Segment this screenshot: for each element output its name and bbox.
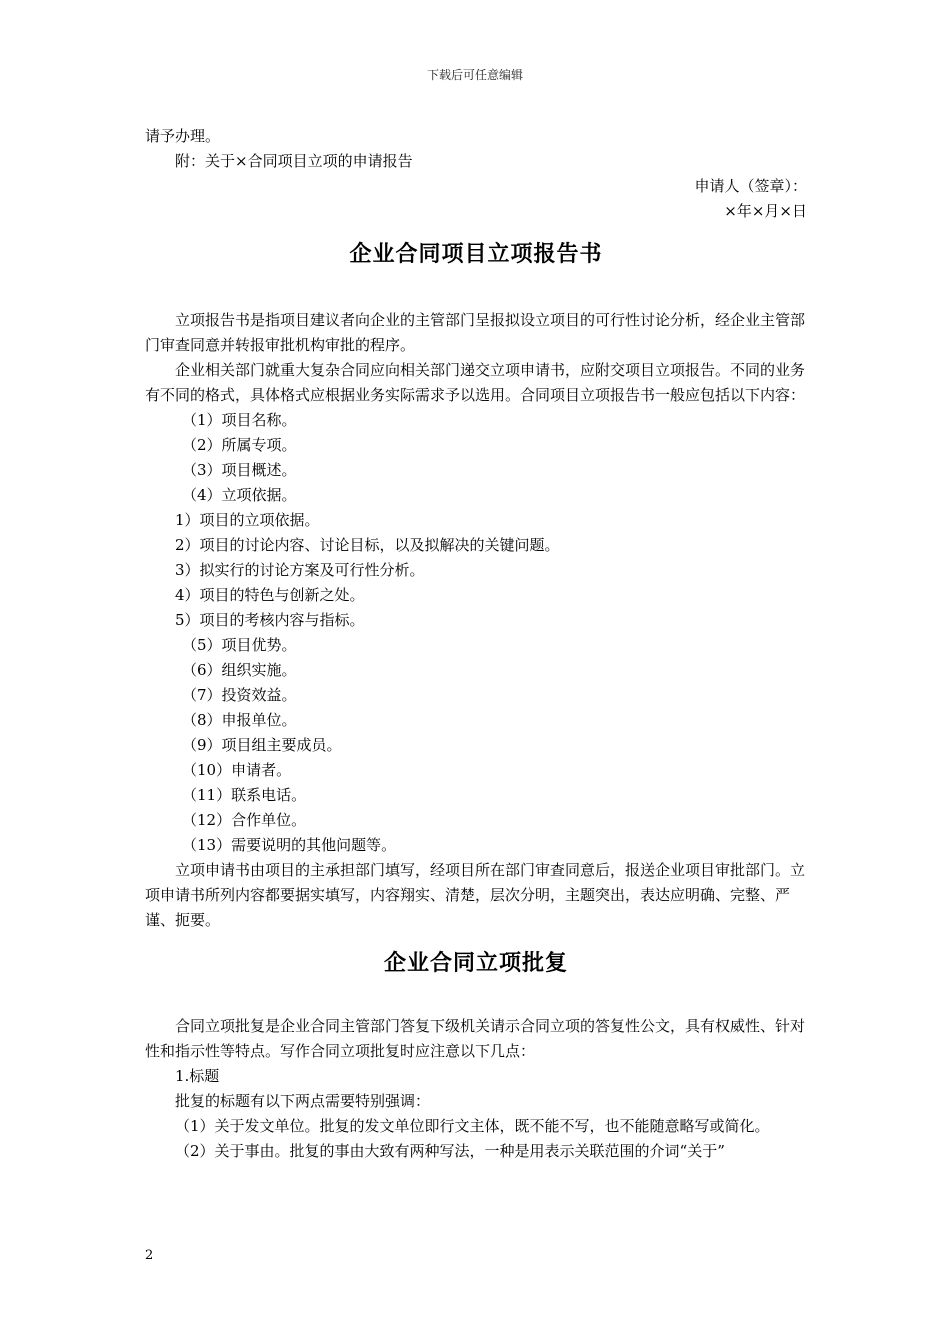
list-item: （1）项目名称。 — [182, 411, 297, 429]
page-number: 2 — [145, 1248, 154, 1263]
list-item: （6）组织实施。 — [182, 661, 297, 679]
list-item: （11）联系电话。 — [182, 786, 307, 804]
sub-list-item: 1）项目的立项依据。 — [175, 511, 320, 529]
date-line: ×年×月×日 — [724, 202, 807, 220]
sub-list-item: 2）项目的讨论内容、讨论目标，以及拟解决的关键问题。 — [175, 536, 560, 554]
sub-list-item: 5）项目的考核内容与指标。 — [175, 611, 365, 629]
closing-line: 请予办理。 — [145, 127, 221, 145]
document-body — [145, 124, 807, 1164]
list-item: （9）项目组主要成员。 — [182, 736, 342, 754]
section-title-approval: 企业合同立项批复 — [383, 950, 568, 976]
list-item: （7）投资效益。 — [182, 686, 297, 704]
paragraph: 批复的标题有以下两点需要特别强调： — [175, 1092, 431, 1110]
list-item: （4）立项依据。 — [182, 486, 297, 504]
list-item: （2）所属专项。 — [182, 436, 297, 454]
paragraph: （1）关于发文单位。批复的发文单位即行文主体，既不能不写，也不能随意略写或简化。 — [175, 1117, 770, 1135]
list-item: （10）申请者。 — [182, 761, 292, 779]
applicant-signature: 申请人（签章）： — [694, 177, 807, 195]
list-item: （12）合作单位。 — [182, 811, 307, 829]
list-item: （5）项目优势。 — [182, 636, 297, 654]
list-item: （8）申报单位。 — [182, 711, 297, 729]
sub-list-item: 3）拟实行的讨论方案及可行性分析。 — [175, 561, 425, 579]
paragraph: （2）关于事由。批复的事由大致有两种写法，一种是用表示关联范围的介词“关于” — [175, 1142, 725, 1160]
paragraph: 合同立项批复是企业合同主管部门答复下级机关请示合同立项的答复性公文，具有权威性、针对性和指示性等特点。写作合同立项批复时应注意以下几点： — [145, 1017, 806, 1060]
paragraph: 企业相关部门就重大复杂合同应向相关部门递交立项申请书，应附交项目立项报告。不同的业务有不同的格式，具体格式应根据业务实际需求予以选用。合同项目立项报告书一般应包括以下内容： — [145, 361, 806, 404]
paragraph: 立项申请书由项目的主承担部门填写，经项目所在部门审查同意后，报送企业项目审批部门。立项申请书所列内容都要据实填写，内容翔实、清楚，层次分明，主题突出，表达应明确、完整、严谨、扼要。 — [145, 861, 806, 929]
page-header: 下载后可任意编辑 — [426, 68, 523, 82]
subheading: 1.标题 — [175, 1067, 220, 1085]
section-title-report: 企业合同项目立项报告书 — [349, 241, 603, 267]
attachment-line: 附：关于×合同项目立项的申请报告 — [175, 152, 413, 170]
list-item: （3）项目概述。 — [182, 461, 297, 479]
list-item: （13）需要说明的其他问题等。 — [182, 836, 397, 854]
paragraph: 立项报告书是指项目建议者向企业的主管部门呈报拟设立项目的可行性讨论分析，经企业主管部门审查同意并转报审批机构审批的程序。 — [145, 311, 806, 354]
sub-list-item: 4）项目的特色与创新之处。 — [175, 586, 365, 604]
